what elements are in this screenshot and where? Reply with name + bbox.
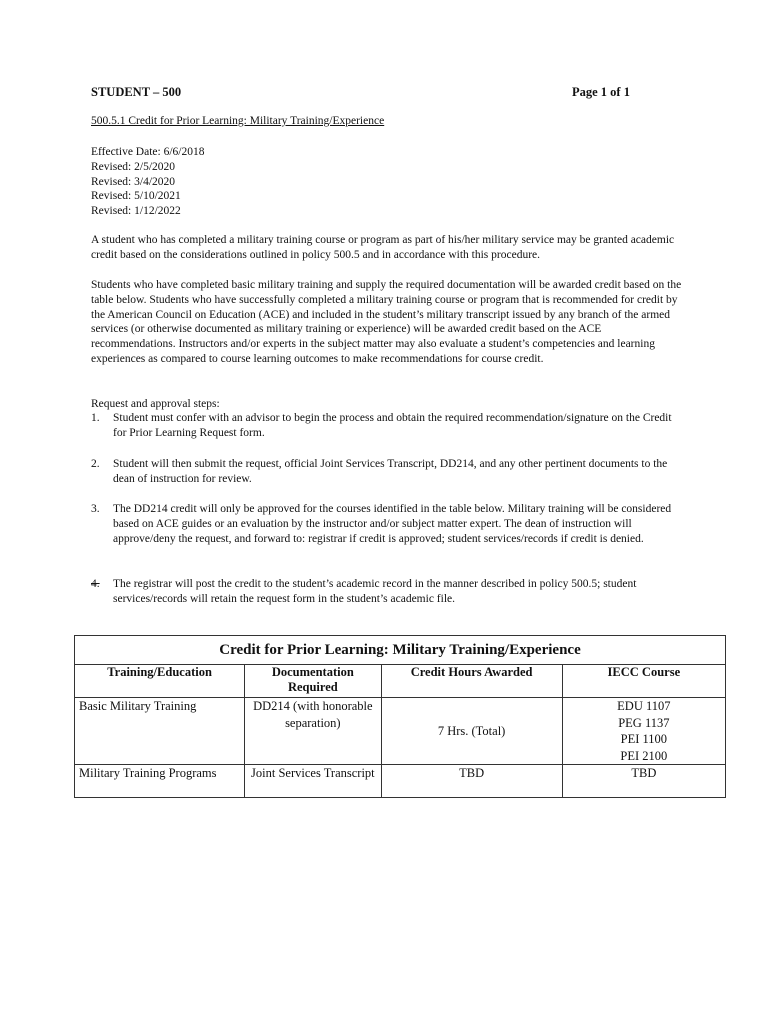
step-number: 4.	[91, 578, 100, 590]
table-caption: Credit for Prior Learning: Military Training/Experience	[75, 636, 726, 665]
revised-date: Revised: 2/5/2020	[91, 160, 176, 173]
policy-paragraph: Students who have completed basic military training and supply the required documentation will be awarded credit based on the table below. Students who have successfully completed a military training course or program that is recommended for credit by the American Council on Education (ACE) and included in the student’s military transcript issued by any branch of the armed services (or otherwise documented as military training or experience) will be awarded credit based on the ACE recommendations. Instructors and/or experts in the subject matter may also evaluate a student’s competencies and learning experiences as compared to course learning outcomes to make recommendations for course credit.	[91, 279, 682, 365]
column-header: IECC Course	[562, 665, 725, 698]
course-code: PEG 1137	[618, 715, 670, 730]
course-code: PEI 2100	[620, 748, 668, 763]
table-row	[75, 765, 726, 798]
step-text: Student must confer with an advisor to begin the process and obtain the required recommendation/signature on the Credit for Prior Learning Request form.	[113, 412, 672, 439]
credit-hours-cell: TBD	[381, 765, 562, 798]
step-number: 1.	[91, 412, 100, 424]
course-code: EDU 1107	[617, 699, 671, 713]
course-code: PEI 1100	[620, 732, 668, 746]
column-header: Credit Hours Awarded	[381, 665, 562, 698]
revised-date: Revised: 3/4/2020	[91, 175, 176, 188]
column-header: Documentation Required	[245, 665, 381, 698]
step-text: Student will then submit the request, official Joint Services Transcript, DD214, and any other pertinent documents to the dean of instruction for review.	[113, 458, 668, 485]
intro-paragraph: A student who has completed a military training course or program as part of his/her military service may be granted academic credit based on the considerations outlined in policy 500.5 and in accordance with this procedure.	[91, 234, 675, 261]
step-item	[91, 577, 676, 607]
documentation-cell: DD214 (with honorable separation)	[245, 698, 381, 765]
column-header: Training/Education	[75, 665, 245, 698]
table-row	[75, 698, 726, 765]
header-section-label: STUDENT – 500	[91, 85, 182, 99]
course-cell	[562, 765, 725, 798]
revised-date: Revised: 5/10/2021	[91, 190, 181, 203]
table-header-row	[75, 665, 726, 698]
step-item	[91, 457, 676, 487]
revision-dates	[91, 145, 691, 219]
revised-date: Revised: 1/12/2022	[91, 205, 181, 218]
effective-date: Effective Date: 6/6/2018	[91, 146, 205, 158]
step-text: The registrar will post the credit to the student’s academic record in the manner described in policy 500.5; student services/records will retain the request form in the student’s academic file.	[113, 578, 637, 605]
course-cell	[562, 698, 725, 765]
policy-title: 500.5.1 Credit for Prior Learning: Military Training/Experience	[91, 115, 385, 127]
header-page-number: Page 1 of 1	[572, 85, 630, 99]
step-item	[91, 411, 676, 441]
training-cell: Basic Military Training	[75, 698, 245, 765]
training-cell: Military Training Programs	[75, 765, 245, 798]
step-item	[91, 502, 676, 546]
credit-hours-cell: 7 Hrs. (Total)	[381, 698, 562, 765]
course-code: TBD	[631, 766, 657, 780]
documentation-cell: Joint Services Transcript	[245, 765, 381, 798]
step-text: The DD214 credit will only be approved for the courses identified in the table below. Military training will be considered based on ACE guides or an evaluation by the instructor and/or subject matter expert. The dean of instruction will approve/deny the request, and forward to: registrar if credit is approved; student services/records if credit is denied.	[113, 503, 672, 545]
credit-table	[74, 635, 726, 798]
step-number: 2.	[91, 458, 100, 470]
steps-heading: Request and approval steps:	[91, 398, 220, 410]
step-number: 3.	[91, 503, 100, 515]
